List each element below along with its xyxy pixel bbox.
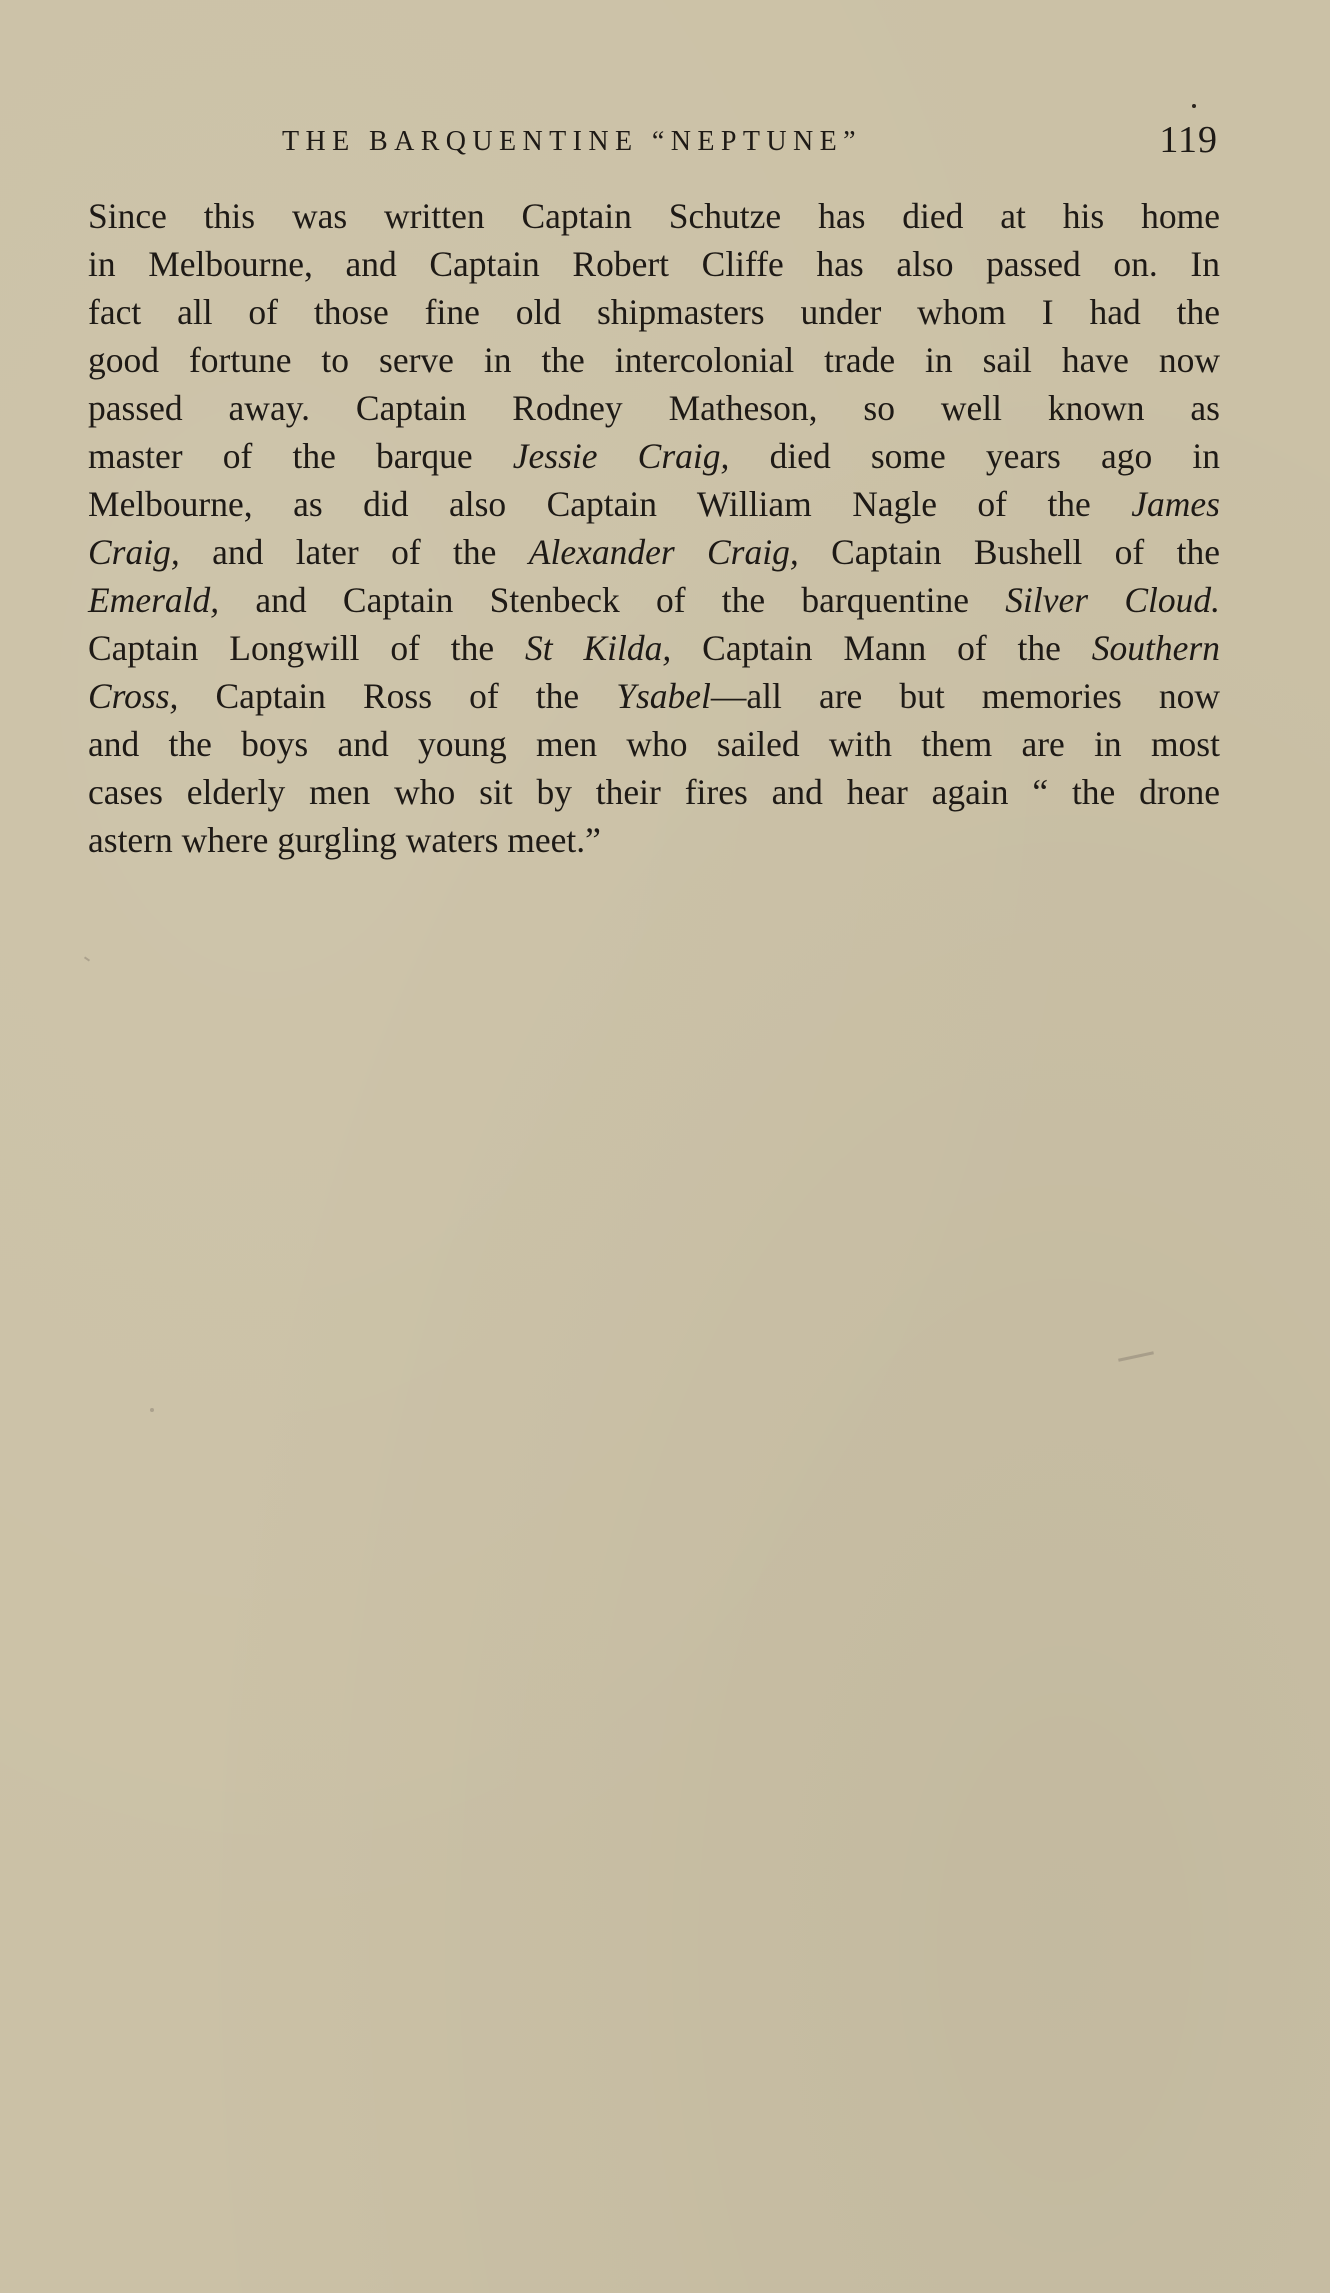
ship-name-southern-cross-cont: Cross, — [88, 676, 179, 716]
ship-name-ysabel: Ysabel — [616, 676, 711, 716]
paper-speck — [84, 956, 90, 961]
ship-name-silver-cloud: Silver Cloud. — [1005, 580, 1220, 620]
text-line: Melbourne, as did also Captain William Nagle of the James — [88, 484, 1220, 524]
ship-name-emerald: Emerald, — [88, 580, 220, 620]
ship-name-james-craig: James — [1131, 484, 1220, 524]
paper-speck — [1118, 1351, 1154, 1361]
text-line: in Melbourne, and Captain Robert Cliffe has also passed on. In — [88, 244, 1220, 284]
ship-name-jessie-craig: Jessie Craig, — [512, 436, 730, 476]
body-paragraph — [88, 192, 1220, 864]
text-line: astern where gurgling waters meet.” — [88, 820, 601, 860]
running-title: THE BARQUENTINE “NEPTUNE” — [282, 126, 862, 157]
text-line: master of the barque Jessie Craig, died some years ago in — [88, 436, 1221, 476]
ship-name-james-craig-cont: Craig, — [88, 532, 180, 572]
text-line: cases elderly men who sit by their fires and hear again “ the drone — [88, 772, 1220, 812]
paper-speck — [150, 1408, 154, 1412]
text-line: Craig, and later of the Alexander Craig, Captain Bushell of the — [88, 532, 1220, 572]
text-line: fact all of those fine old shipmasters under whom I had the — [88, 292, 1220, 332]
ship-name-st-kilda: St Kilda, — [525, 628, 672, 668]
text-line: Captain Longwill of the St Kilda, Captain Mann of the Southern — [88, 628, 1220, 668]
page-number: 119 — [1159, 119, 1218, 161]
running-head — [88, 118, 1226, 168]
ship-name-alexander-craig: Alexander Craig, — [528, 532, 799, 572]
text-line: and the boys and young men who sailed with them are in most — [88, 724, 1220, 764]
text-line: Since this was written Captain Schutze has died at his home — [88, 196, 1220, 236]
text-line: Emerald, and Captain Stenbeck of the barquentine Silver Cloud. — [88, 580, 1220, 620]
ink-dot — [1192, 104, 1196, 108]
text-line: good fortune to serve in the intercolonial trade in sail have now — [88, 340, 1220, 380]
text-line: Cross, Captain Ross of the Ysabel—all are but memories now — [88, 676, 1220, 716]
ship-name-southern-cross: Southern — [1091, 628, 1220, 668]
text-line: passed away. Captain Rodney Matheson, so well known as — [88, 388, 1220, 428]
